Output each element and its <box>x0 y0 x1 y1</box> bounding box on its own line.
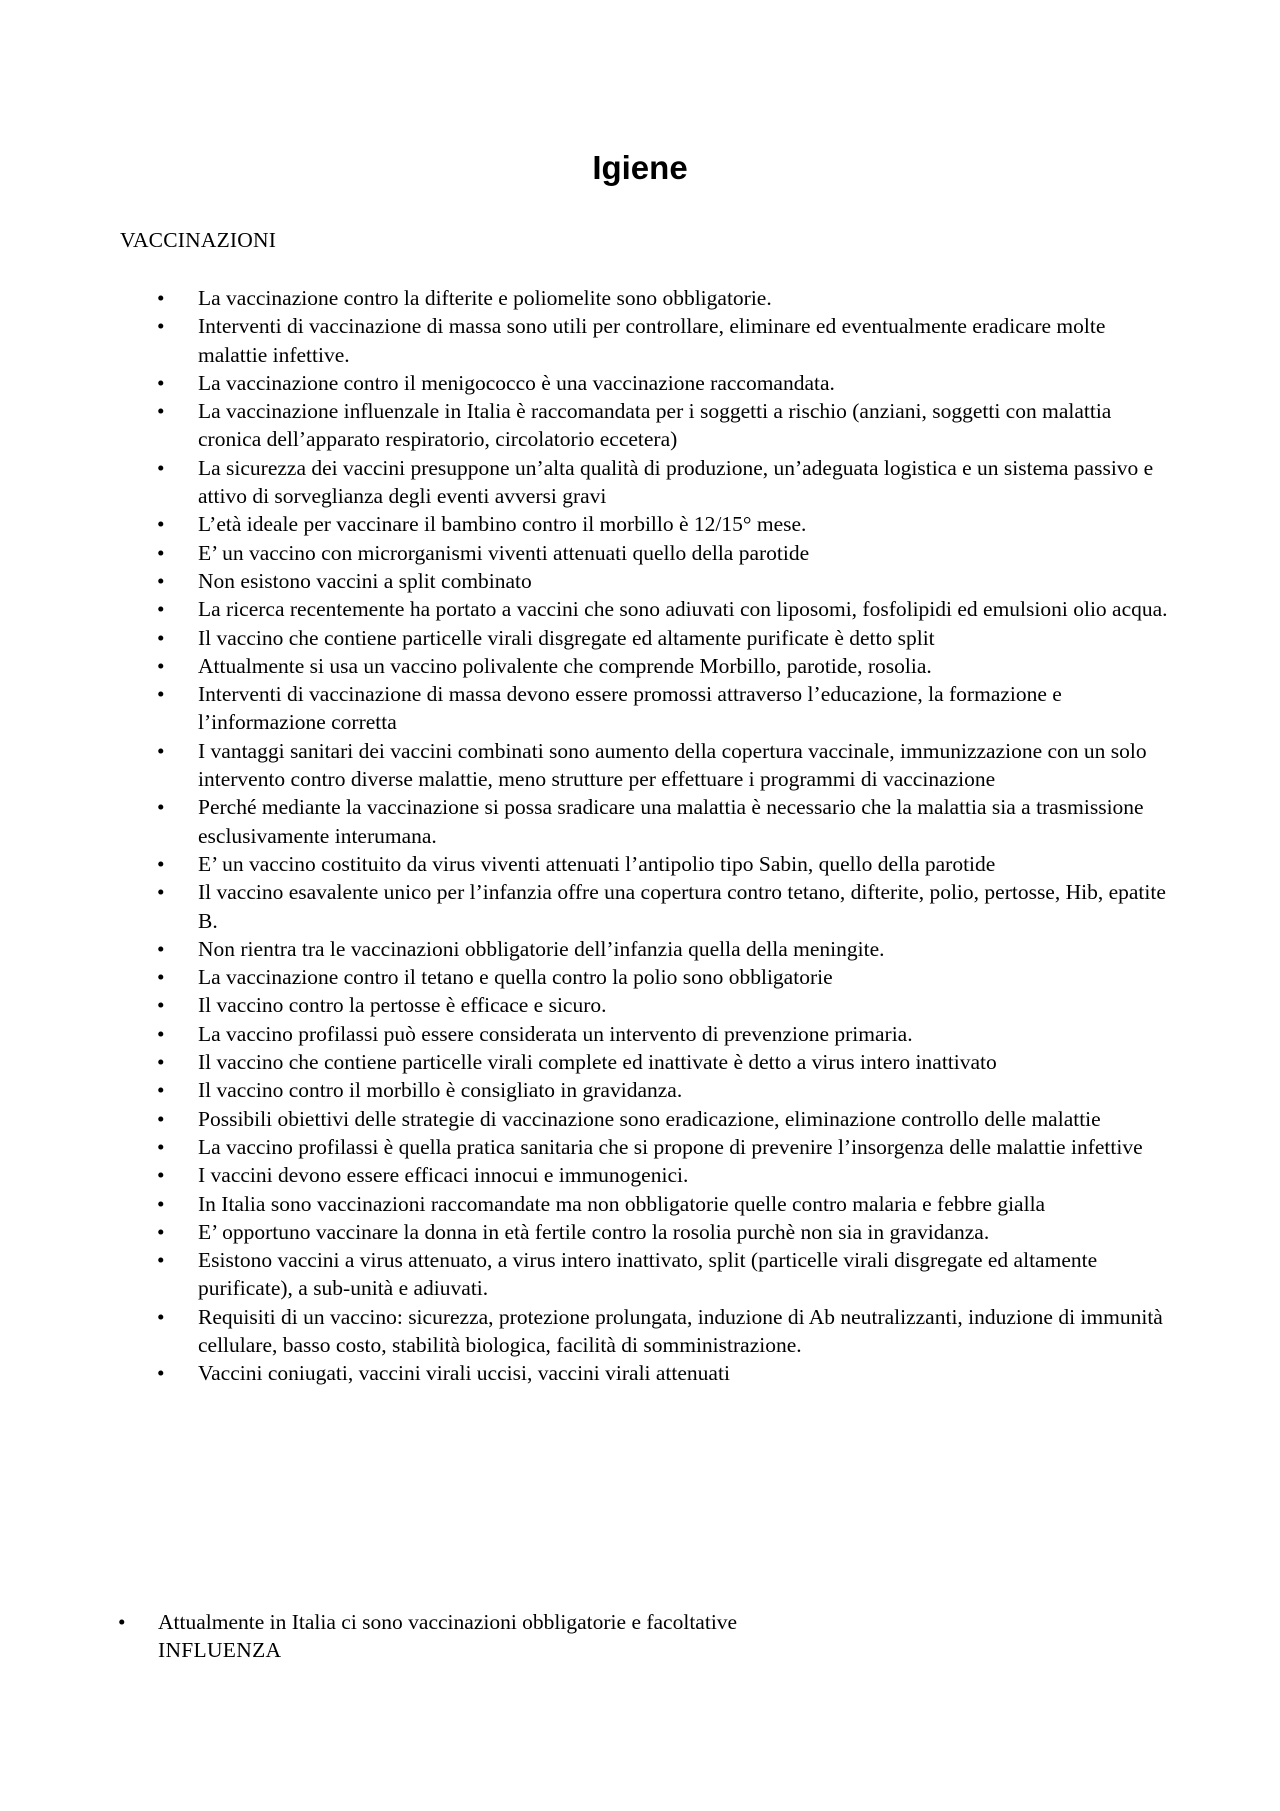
list-item <box>0 1218 1280 1246</box>
list-item <box>0 1076 1280 1104</box>
bullet-icon: • <box>157 455 165 480</box>
bullet-icon: • <box>157 936 165 961</box>
list-item <box>0 284 1280 312</box>
list-item-text: La ricerca recentemente ha portato a vaccini che sono adiuvati con liposomi, fosfolipidi ed emulsioni olio acqua. <box>198 597 1168 622</box>
list-item <box>0 510 1280 538</box>
list-item <box>0 935 1280 963</box>
list-item <box>0 312 1280 369</box>
bullet-icon: • <box>157 880 165 905</box>
list-item-text: E’ opportuno vaccinare la donna in età fertile contro la rosolia purchè non sia in gravidanza. <box>198 1219 990 1244</box>
list-item <box>0 1020 1280 1048</box>
list-item-text: Il vaccino contro la pertosse è efficace e sicuro. <box>198 993 607 1018</box>
list-item <box>0 1190 1280 1218</box>
bullet-icon: • <box>157 625 165 650</box>
list-item <box>0 1048 1280 1076</box>
list-item <box>0 991 1280 1019</box>
list-item <box>0 1105 1280 1133</box>
bullet-icon: • <box>157 738 165 763</box>
bullet-icon: • <box>157 512 165 537</box>
list-item-text: Requisiti di un vaccino: sicurezza, protezione prolungata, induzione di Ab neutralizzanti, induzione di immunità cellulare, basso costo, stabilità biologica, facilità di somministrazione. <box>198 1304 1163 1357</box>
bullet-icon: • <box>157 370 165 395</box>
list-item-text: E’ un vaccino con microrganismi viventi attenuati quello della parotide <box>198 540 810 565</box>
bullet-icon: • <box>157 286 165 310</box>
list-item-text: La vaccino profilassi può essere considerata un intervento di prevenzione primaria. <box>198 1021 913 1046</box>
list-item <box>0 850 1280 878</box>
bullet-icon: • <box>157 965 165 990</box>
bullet-icon: • <box>157 1050 165 1075</box>
bullet-icon: • <box>157 1163 165 1188</box>
bullet-icon: • <box>157 1304 165 1329</box>
list-item-text: La vaccinazione contro il menigococco è una vaccinazione raccomandata. <box>198 370 835 395</box>
list-item <box>0 1133 1280 1161</box>
vaccination-bullet-list <box>0 284 1280 1388</box>
list-item-text: Attualmente in Italia ci sono vaccinazioni obbligatorie e facoltative <box>158 1610 738 1634</box>
bullet-icon: • <box>157 1191 165 1216</box>
outer-bullet-list <box>0 1608 1280 1665</box>
list-item-text: La vaccinazione contro il tetano e quella contro la polio sono obbligatorie <box>198 965 833 990</box>
list-item <box>0 1608 1280 1665</box>
list-item <box>0 454 1280 511</box>
list-item <box>0 397 1280 454</box>
section-heading-vaccinazioni: VACCINAZIONI <box>120 228 277 252</box>
list-item <box>0 1246 1280 1303</box>
bullet-icon: • <box>157 597 165 622</box>
bullet-icon: • <box>157 399 165 424</box>
list-item <box>0 369 1280 397</box>
bullet-icon: • <box>157 540 165 565</box>
bullet-icon: • <box>157 1106 165 1131</box>
bullet-icon: • <box>157 993 165 1018</box>
section-heading-influenza: INFLUENZA <box>158 1638 282 1663</box>
list-item <box>0 539 1280 567</box>
list-item <box>0 963 1280 991</box>
list-item-text: Interventi di vaccinazione di massa sono utili per controllare, eliminare ed eventualmente eradicare molte malattie infettive. <box>198 314 1106 367</box>
list-item-text: Interventi di vaccinazione di massa devono essere promossi attraverso l’educazione, la formazione e l’informazione corretta <box>198 682 1062 735</box>
list-item-text: Il vaccino che contiene particelle virali disgregate ed altamente purificate è detto split <box>198 625 935 650</box>
list-item-text: La vaccino profilassi è quella pratica sanitaria che si propone di prevenire l’insorgenza delle malattie infettive <box>198 1134 1143 1159</box>
list-item-text: Perché mediante la vaccinazione si possa sradicare una malattia è necessario che la malattia sia a trasmissione esclusivamente interumana. <box>198 795 1144 848</box>
list-item <box>0 680 1280 737</box>
list-item-text: L’età ideale per vaccinare il bambino contro il morbillo è 12/15° mese. <box>198 512 807 537</box>
list-item <box>0 567 1280 595</box>
list-item <box>0 737 1280 794</box>
list-item-text: Attualmente si usa un vaccino polivalente che comprende Morbillo, parotide, rosolia. <box>198 653 932 678</box>
list-item <box>0 595 1280 623</box>
bullet-icon: • <box>157 1134 165 1159</box>
list-item-text: Non esistono vaccini a split combinato <box>198 568 532 593</box>
list-item-text: La sicurezza dei vaccini presuppone un’alta qualità di produzione, un’adeguata logistica e un sistema passivo e attivo di sorveglianza degli eventi avversi gravi <box>198 455 1154 509</box>
bullet-icon: • <box>157 1021 165 1046</box>
bullet-icon: • <box>157 568 165 593</box>
bullet-icon: • <box>157 682 165 707</box>
list-item-text: In Italia sono vaccinazioni raccomandate ma non obbligatorie quelle contro malaria e febbre gialla <box>198 1191 1046 1216</box>
bullet-icon: • <box>157 1219 165 1244</box>
bullet-icon: • <box>157 1361 165 1386</box>
list-item-text: Possibili obiettivi delle strategie di vaccinazione sono eradicazione, eliminazione controllo delle malattie <box>198 1106 1101 1131</box>
list-item-text: Il vaccino che contiene particelle virali complete ed inattivate è detto a virus intero inattivato <box>198 1050 997 1075</box>
list-item-text: La vaccinazione contro la difterite e poliomelite sono obbligatorie. <box>198 286 772 310</box>
bullet-icon: • <box>157 1078 165 1103</box>
bullet-icon: • <box>157 314 165 339</box>
list-item <box>0 624 1280 652</box>
list-item-text: Il vaccino esavalente unico per l’infanzia offre una copertura contro tetano, difterite, polio, pertosse, Hib, epatite B. <box>198 880 1166 933</box>
list-item <box>0 878 1280 935</box>
list-item <box>0 793 1280 850</box>
list-item <box>0 1161 1280 1189</box>
list-item <box>0 1303 1280 1360</box>
list-item <box>0 652 1280 680</box>
list-item-text: La vaccinazione influenzale in Italia è raccomandata per i soggetti a rischio (anziani, soggetti con malattia cronica dell’apparato respiratorio, circolatorio eccetera) <box>198 399 1112 452</box>
list-item-text: Esistono vaccini a virus attenuato, a virus intero inattivato, split (particelle virali disgregate ed altamente purificate), a sub-unità e adiuvati. <box>198 1248 1098 1301</box>
list-item <box>0 1359 1280 1387</box>
document-title: Igiene <box>592 149 688 186</box>
bullet-icon: • <box>157 1248 165 1273</box>
list-item-text: Il vaccino contro il morbillo è consigliato in gravidanza. <box>198 1078 683 1103</box>
list-item-text: I vantaggi sanitari dei vaccini combinati sono aumento della copertura vaccinale, immunizzazione con un solo intervento contro diverse malattie, meno strutture per effettuare i programmi di vaccinazione <box>198 738 1147 792</box>
bullet-icon: • <box>157 795 165 820</box>
list-item-text: I vaccini devono essere efficaci innocui e immunogenici. <box>198 1163 689 1188</box>
list-item-text: E’ un vaccino costituito da virus viventi attenuati l’antipolio tipo Sabin, quello della parotide <box>198 851 996 876</box>
bullet-icon: • <box>157 851 165 876</box>
list-item-text: Non rientra tra le vaccinazioni obbligatorie dell’infanzia quella della meningite. <box>198 936 885 961</box>
list-item-text: Vaccini coniugati, vaccini virali uccisi, vaccini virali attenuati <box>198 1361 730 1386</box>
bullet-icon: • <box>118 1610 126 1634</box>
bullet-icon: • <box>157 653 165 678</box>
